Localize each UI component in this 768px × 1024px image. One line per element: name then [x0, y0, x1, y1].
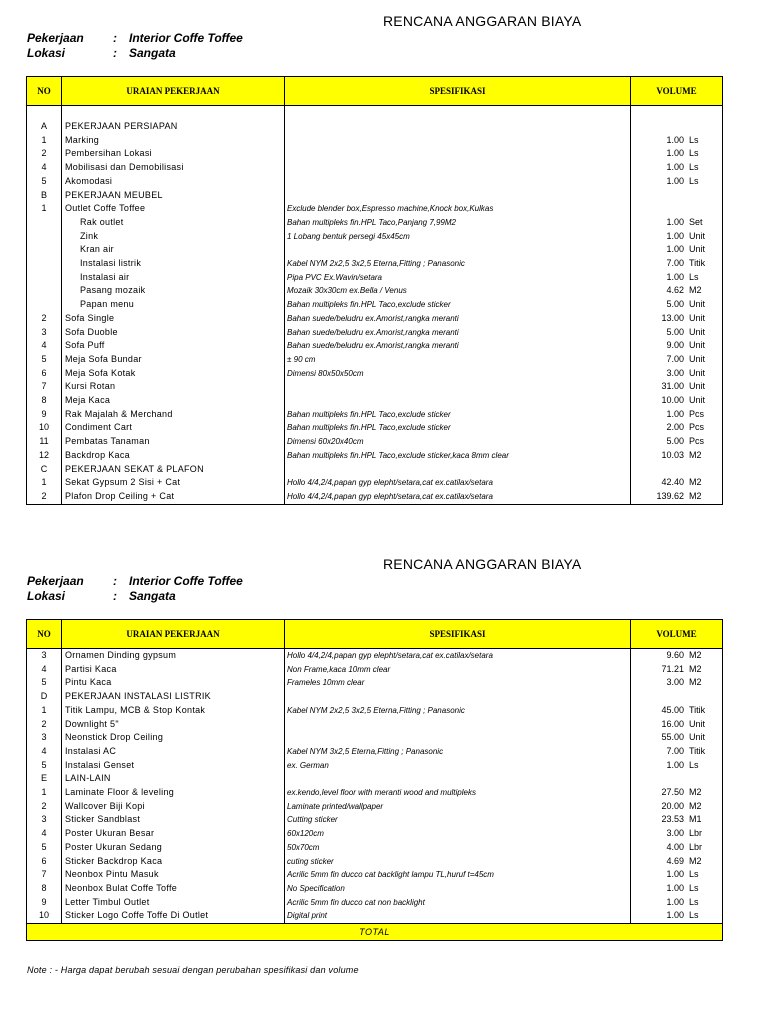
- item-description: Instalasi air: [62, 271, 285, 285]
- item-number: E: [27, 772, 62, 786]
- table-row: [27, 896, 723, 910]
- volume-unit: M2: [689, 855, 702, 866]
- job-line-2: [27, 574, 243, 588]
- item-specification: Kabel NYM 2x2,5 3x2,5 Eterna,Fitting ; Panasonic: [285, 704, 631, 718]
- item-description: Sticker Backdrop Kaca: [62, 855, 285, 869]
- table-row: [27, 786, 723, 800]
- item-specification: ex. German: [285, 759, 631, 773]
- item-specification: Bahan multipleks fin.HPL Taco,exclude sticker: [285, 298, 631, 312]
- item-description: Sekat Gypsum 2 Sisi + Cat: [62, 476, 285, 490]
- volume-unit: Unit: [689, 367, 706, 378]
- item-number: A: [27, 120, 62, 134]
- item-description: Papan menu: [62, 298, 285, 312]
- volume-quantity: 31.00: [661, 381, 684, 392]
- item-number: 5: [27, 676, 62, 690]
- item-description: Plafon Drop Ceiling + Cat: [62, 490, 285, 504]
- item-volume: [631, 649, 723, 663]
- volume-quantity: 5.00: [666, 436, 684, 447]
- table-row: [27, 868, 723, 882]
- item-description: PEKERJAAN MEUBEL: [62, 189, 285, 203]
- volume-quantity: 1.00: [666, 759, 684, 770]
- document-title: RENCANA ANGGARAN BIAYA: [383, 13, 582, 29]
- item-number: 12: [27, 449, 62, 463]
- volume-unit: Ls: [689, 759, 699, 770]
- item-description: Kursi Rotan: [62, 380, 285, 394]
- volume-unit: M2: [689, 490, 702, 501]
- volume-quantity: 10.03: [661, 449, 684, 460]
- table-row: [27, 718, 723, 732]
- item-description: Pembatas Tanaman: [62, 435, 285, 449]
- volume-quantity: 139.62: [656, 490, 684, 501]
- item-specification: Acrilic 5mm fin ducco cat backlight lampu TL,huruf t=45cm: [285, 868, 631, 882]
- item-number: B: [27, 189, 62, 203]
- item-description: Titik Lampu, MCB & Stop Kontak: [62, 704, 285, 718]
- item-specification: Bahan multipleks fin.HPL Taco,exclude sticker,kaca 8mm clear: [285, 449, 631, 463]
- item-number: 5: [27, 353, 62, 367]
- item-number: 1: [27, 786, 62, 800]
- item-specification: Acrilic 5mm fin ducco cat non backlight: [285, 896, 631, 910]
- item-specification: Digital print: [285, 909, 631, 923]
- item-specification: Kabel NYM 3x2,5 Eterna,Fitting ; Panasonic: [285, 745, 631, 759]
- item-number: 2: [27, 718, 62, 732]
- item-volume: [631, 855, 723, 869]
- item-description: Ornamen Dinding gypsum: [62, 649, 285, 663]
- table-row: [27, 909, 723, 923]
- item-specification: ± 90 cm: [285, 353, 631, 367]
- volume-quantity: 1.00: [666, 882, 684, 893]
- volume-unit: Ls: [689, 869, 699, 880]
- location-label: Lokasi: [27, 589, 66, 603]
- item-description: Downlight 5": [62, 718, 285, 732]
- volume-unit: Lbr: [689, 828, 703, 839]
- item-volume: [631, 772, 723, 786]
- item-specification: [285, 731, 631, 745]
- volume-quantity: 1.00: [666, 910, 684, 921]
- volume-quantity: 16.00: [661, 718, 684, 729]
- volume-quantity: 10.00: [661, 395, 684, 406]
- item-description: Letter Timbul Outlet: [62, 896, 285, 910]
- volume-unit: M2: [689, 650, 702, 660]
- volume-unit: Ls: [689, 148, 699, 159]
- volume-unit: Titik: [689, 704, 706, 715]
- item-volume: [631, 841, 723, 855]
- item-description: Sticker Sandblast: [62, 813, 285, 827]
- col-header-volume: VOLUME: [631, 77, 723, 106]
- item-number: 2: [27, 490, 62, 504]
- location-line-2: [27, 589, 176, 603]
- col-header-spec: SPESIFIKASI: [285, 77, 631, 106]
- item-specification: Non Frame,kaca 10mm clear: [285, 663, 631, 677]
- volume-quantity: 42.40: [661, 477, 684, 488]
- volume-quantity: 1.00: [666, 408, 684, 419]
- volume-unit: Unit: [689, 299, 706, 310]
- volume-quantity: 1.00: [666, 230, 684, 241]
- item-volume: [631, 800, 723, 814]
- table-row: [27, 827, 723, 841]
- volume-quantity: 1.00: [666, 869, 684, 880]
- item-specification: Bahan multipleks fin.HPL Taco,Panjang 7,99M2: [285, 216, 631, 230]
- item-volume: [631, 882, 723, 896]
- item-number: 1: [27, 202, 62, 216]
- job-value: Interior Coffe Toffee: [129, 574, 243, 588]
- volume-quantity: 23.53: [661, 814, 684, 825]
- item-specification: Mozaik 30x30cm ex.Bella / Venus: [285, 284, 631, 298]
- volume-quantity: 2.00: [666, 422, 684, 433]
- table-row: [27, 855, 723, 869]
- volume-unit: Unit: [689, 381, 706, 392]
- table-header-row: [27, 620, 723, 649]
- item-description: Akomodasi: [62, 175, 285, 189]
- volume-unit: M2: [689, 477, 702, 488]
- volume-unit: M1: [689, 814, 702, 825]
- volume-quantity: 1.00: [666, 244, 684, 255]
- volume-quantity: 1.00: [666, 134, 684, 145]
- item-specification: [285, 690, 631, 704]
- item-description: Marking: [62, 134, 285, 148]
- volume-unit: M2: [689, 787, 702, 798]
- location-value: Sangata: [129, 46, 176, 60]
- item-specification: [285, 718, 631, 732]
- item-number: 4: [27, 339, 62, 353]
- item-description: PEKERJAAN SEKAT & PLAFON: [62, 463, 285, 477]
- volume-unit: Ls: [689, 162, 699, 173]
- item-description: Pintu Kaca: [62, 676, 285, 690]
- item-volume: [631, 731, 723, 745]
- table-row: [27, 841, 723, 855]
- volume-quantity: 3.00: [666, 367, 684, 378]
- item-description: Meja Sofa Kotak: [62, 367, 285, 381]
- col-header-no: NO: [27, 77, 62, 106]
- item-number: 5: [27, 759, 62, 773]
- volume-unit: Ls: [689, 910, 699, 921]
- volume-unit: Ls: [689, 134, 699, 145]
- table-row: [27, 731, 723, 745]
- col-header-desc: URAIAN PEKERJAAN: [62, 620, 285, 649]
- col-header-spec: SPESIFIKASI: [285, 620, 631, 649]
- item-description: Instalasi Genset: [62, 759, 285, 773]
- col-header-volume: VOLUME: [631, 620, 723, 649]
- item-description: Poster Ukuran Sedang: [62, 841, 285, 855]
- item-description: Rak outlet: [62, 216, 285, 230]
- location-value: Sangata: [129, 589, 176, 603]
- item-specification: Kabel NYM 2x2,5 3x2,5 Eterna,Fitting ; Panasonic: [285, 257, 631, 271]
- item-description: Neonbox Pintu Masuk: [62, 868, 285, 882]
- volume-unit: Set: [689, 216, 703, 227]
- volume-quantity: 7.00: [666, 258, 684, 269]
- volume-quantity: 5.00: [666, 299, 684, 310]
- item-number: 4: [27, 827, 62, 841]
- item-number: 2: [27, 312, 62, 326]
- item-volume: [631, 868, 723, 882]
- volume-quantity: 4.00: [666, 841, 684, 852]
- item-description: Meja Kaca: [62, 394, 285, 408]
- volume-unit: Pcs: [689, 408, 705, 419]
- item-volume: [631, 690, 723, 704]
- item-number: 5: [27, 175, 62, 189]
- item-description: Condiment Cart: [62, 421, 285, 435]
- table-row: [27, 663, 723, 677]
- item-description: Wallcover Biji Kopi: [62, 800, 285, 814]
- item-description: Kran air: [62, 243, 285, 257]
- item-specification: Dimensi 60x20x40cm: [285, 435, 631, 449]
- job-label: Pekerjaan: [27, 574, 84, 588]
- volume-unit: Unit: [689, 353, 706, 364]
- item-number: 4: [27, 663, 62, 677]
- job-value: Interior Coffe Toffee: [129, 31, 243, 45]
- table-row: [27, 882, 723, 896]
- item-volume: [631, 663, 723, 677]
- volume-unit: Pcs: [689, 436, 705, 447]
- item-number: 7: [27, 868, 62, 882]
- item-specification: Exclude blender box,Espresso machine,Knock box,Kulkas: [285, 202, 631, 216]
- volume-quantity: 4.69: [666, 855, 684, 866]
- volume-quantity: 1.00: [666, 175, 684, 186]
- table-row: [27, 800, 723, 814]
- footnote: Note : - Harga dapat berubah sesuai dengan perubahan spesifikasi dan volume: [27, 965, 359, 975]
- item-specification: Hollo 4/4,2/4,papan gyp elepht/setara,cat ex.catilax/setara: [285, 490, 631, 504]
- item-specification: Bahan suede/beludru ex.Amorist,rangka meranti: [285, 312, 631, 326]
- item-description: Mobilisasi dan Demobilisasi: [62, 161, 285, 175]
- item-number: 11: [27, 435, 62, 449]
- volume-unit: Ls: [689, 175, 699, 186]
- item-volume: [631, 909, 723, 923]
- item-volume: [631, 745, 723, 759]
- job-label: Pekerjaan: [27, 31, 84, 45]
- item-volume: [631, 896, 723, 910]
- item-description: Outlet Coffe Toffee: [62, 202, 285, 216]
- table-row: [27, 690, 723, 704]
- volume-unit: Unit: [689, 230, 706, 241]
- item-description: Sofa Puff: [62, 339, 285, 353]
- item-description: Rak Majalah & Merchand: [62, 408, 285, 422]
- item-specification: No Specification: [285, 882, 631, 896]
- volume-unit: Titik: [689, 745, 706, 756]
- table-row: [27, 704, 723, 718]
- volume-quantity: 1.00: [666, 896, 684, 907]
- location-label: Lokasi: [27, 46, 66, 60]
- item-description: PEKERJAAN PERSIAPAN: [62, 120, 285, 134]
- item-specification: 1 Lobang bentuk persegi 45x45cm: [285, 230, 631, 244]
- item-specification: Bahan multipleks fin.HPL Taco,exclude sticker: [285, 421, 631, 435]
- volume-unit: Titik: [689, 258, 706, 269]
- item-volume: [631, 827, 723, 841]
- item-number: 8: [27, 882, 62, 896]
- item-specification: Bahan suede/beludru ex.Amorist,rangka meranti: [285, 339, 631, 353]
- item-description: Pembersihan Lokasi: [62, 147, 285, 161]
- item-number: 3: [27, 649, 62, 663]
- item-specification: Dimensi 80x50x50cm: [285, 367, 631, 381]
- item-number: 10: [27, 421, 62, 435]
- volume-quantity: 5.00: [666, 326, 684, 337]
- table-body-page-2: [27, 649, 723, 924]
- item-specification: Pipa PVC Ex.Wavin/setara: [285, 271, 631, 285]
- volume-quantity: 7.00: [666, 353, 684, 364]
- table-row: [27, 745, 723, 759]
- item-specification: ex.kendo,level floor with meranti wood and multipleks: [285, 786, 631, 800]
- item-specification: Bahan multipleks fin.HPL Taco,exclude sticker: [285, 408, 631, 422]
- item-volume: [631, 759, 723, 773]
- volume-quantity: 20.00: [661, 800, 684, 811]
- item-number: 9: [27, 896, 62, 910]
- volume-unit: Lbr: [689, 841, 703, 852]
- item-number: 1: [27, 704, 62, 718]
- volume-quantity: 1.00: [666, 148, 684, 159]
- item-specification: 60x120cm: [285, 827, 631, 841]
- item-volume: [631, 676, 723, 690]
- item-description: Sticker Logo Coffe Toffe Di Outlet: [62, 909, 285, 923]
- volume-unit: Ls: [689, 882, 699, 893]
- item-description: Sofa Duoble: [62, 326, 285, 340]
- item-number: 10: [27, 909, 62, 923]
- table-row: [27, 649, 723, 663]
- volume-quantity: 71.21: [661, 663, 684, 674]
- volume-unit: Unit: [689, 732, 706, 743]
- job-separator: :: [113, 574, 117, 588]
- volume-unit: Unit: [689, 244, 706, 255]
- volume-unit: Unit: [689, 326, 706, 337]
- total-row: [27, 924, 723, 941]
- volume-quantity: 1.00: [666, 216, 684, 227]
- volume-quantity: 27.50: [661, 787, 684, 798]
- volume-unit: M2: [689, 800, 702, 811]
- item-volume: [631, 704, 723, 718]
- volume-quantity: 1.00: [666, 271, 684, 282]
- volume-quantity: 3.00: [666, 828, 684, 839]
- location-separator: :: [113, 589, 117, 603]
- item-description: Instalasi listrik: [62, 257, 285, 271]
- volume-unit: Ls: [689, 271, 699, 282]
- item-volume: [631, 786, 723, 800]
- item-number: 6: [27, 367, 62, 381]
- item-description: LAIN-LAIN: [62, 772, 285, 786]
- item-specification: Bahan suede/beludru ex.Amorist,rangka meranti: [285, 326, 631, 340]
- location-separator: :: [113, 46, 117, 60]
- volume-quantity: 3.00: [666, 677, 684, 688]
- volume-unit: Ls: [689, 896, 699, 907]
- item-number: C: [27, 463, 62, 477]
- volume-unit: M2: [689, 663, 702, 674]
- item-specification: Frameles 10mm clear: [285, 676, 631, 690]
- item-number: 7: [27, 380, 62, 394]
- volume-unit: M2: [689, 677, 702, 688]
- volume-quantity: 13.00: [661, 312, 684, 323]
- volume-quantity: 45.00: [661, 704, 684, 715]
- table-row: [27, 759, 723, 773]
- volume-quantity: 7.00: [666, 745, 684, 756]
- item-number: 3: [27, 813, 62, 827]
- item-description: Neonbox Bulat Coffe Toffe: [62, 882, 285, 896]
- item-number: 3: [27, 326, 62, 340]
- volume-quantity: 4.62: [666, 285, 684, 296]
- item-specification: Cutting sticker: [285, 813, 631, 827]
- item-description: Meja Sofa Bundar: [62, 353, 285, 367]
- item-number: 4: [27, 745, 62, 759]
- job-separator: :: [113, 31, 117, 45]
- item-description: Backdrop Kaca: [62, 449, 285, 463]
- item-number: 1: [27, 476, 62, 490]
- item-specification: Hollo 4/4,2/4,papan gyp elepht/setara,cat ex.catilax/setara: [285, 649, 631, 663]
- item-description: Zink: [62, 230, 285, 244]
- item-number: 5: [27, 841, 62, 855]
- item-description: PEKERJAAN INSTALASI LISTRIK: [62, 690, 285, 704]
- item-number: 8: [27, 394, 62, 408]
- volume-unit: M2: [689, 449, 702, 460]
- item-volume: [631, 813, 723, 827]
- volume-unit: Pcs: [689, 422, 705, 433]
- item-number: 4: [27, 161, 62, 175]
- item-description: Pasang mozaik: [62, 284, 285, 298]
- item-description: Sofa Single: [62, 312, 285, 326]
- item-number: 6: [27, 855, 62, 869]
- item-description: Partisi Kaca: [62, 663, 285, 677]
- volume-unit: Unit: [689, 312, 706, 323]
- volume-unit: Unit: [689, 395, 706, 406]
- item-description: Laminate Floor & leveling: [62, 786, 285, 800]
- document-title-2: RENCANA ANGGARAN BIAYA: [383, 556, 582, 572]
- volume-unit: Unit: [689, 340, 706, 351]
- item-number: 2: [27, 800, 62, 814]
- volume-quantity: 55.00: [661, 732, 684, 743]
- item-volume: [631, 718, 723, 732]
- item-description: Poster Ukuran Besar: [62, 827, 285, 841]
- volume-unit: Unit: [689, 718, 706, 729]
- table-row: [27, 676, 723, 690]
- item-specification: [285, 772, 631, 786]
- cost-table-page-2: [26, 619, 723, 941]
- volume-quantity: 9.00: [666, 340, 684, 351]
- item-number: D: [27, 690, 62, 704]
- item-specification: 50x70cm: [285, 841, 631, 855]
- item-specification: Laminate printed/wallpaper: [285, 800, 631, 814]
- table-row: [27, 772, 723, 786]
- table-row: [27, 813, 723, 827]
- item-description: Instalasi AC: [62, 745, 285, 759]
- volume-quantity: 9.60: [666, 650, 684, 660]
- total-label: TOTAL: [27, 924, 723, 941]
- item-specification: cuting sticker: [285, 855, 631, 869]
- item-specification: Hollo 4/4,2/4,papan gyp elepht/setara,cat ex.catilax/setara: [285, 476, 631, 490]
- volume-unit: M2: [689, 285, 702, 296]
- col-header-no: NO: [27, 620, 62, 649]
- item-number: 3: [27, 731, 62, 745]
- col-header-desc: URAIAN PEKERJAAN: [62, 77, 285, 106]
- item-description: Neonstick Drop Ceiling: [62, 731, 285, 745]
- item-number: 9: [27, 408, 62, 422]
- item-number: 2: [27, 147, 62, 161]
- volume-quantity: 1.00: [666, 162, 684, 173]
- item-number: 1: [27, 134, 62, 148]
